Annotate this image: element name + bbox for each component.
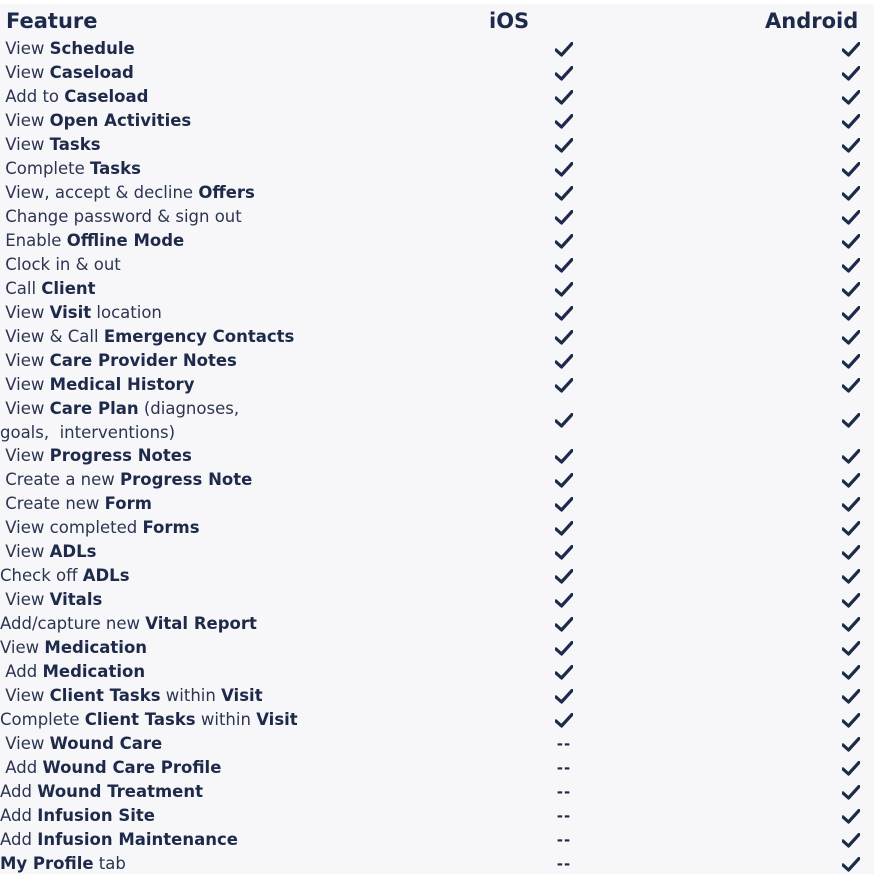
feature-label [0, 373, 470, 397]
check-icon [842, 210, 860, 225]
table-row [0, 852, 874, 876]
table-row [0, 229, 874, 253]
table-row [0, 181, 874, 205]
ios-support-cell [544, 804, 584, 828]
not-supported-dash: -- [556, 735, 572, 753]
check-icon [842, 641, 860, 656]
check-icon [842, 449, 860, 464]
check-icon [555, 497, 573, 512]
check-icon [555, 713, 573, 728]
feature-text: View [0, 39, 50, 58]
check-icon [555, 378, 573, 393]
feature-text: Enable [0, 231, 67, 250]
feature-text: View [0, 111, 50, 130]
table-row [0, 468, 874, 492]
feature-keyword: Vitals [49, 590, 103, 609]
feature-text: Add [0, 806, 38, 825]
feature-keyword: Visit [221, 686, 263, 705]
android-support-cell [831, 516, 871, 540]
check-icon [842, 42, 860, 57]
check-icon [555, 665, 573, 680]
ios-support-cell [544, 109, 584, 133]
check-icon [555, 210, 573, 225]
feature-keyword: Client Tasks [84, 710, 196, 729]
android-support-cell [831, 277, 871, 301]
check-icon [555, 641, 573, 656]
check-icon [555, 569, 573, 584]
check-icon [842, 665, 860, 680]
feature-text: View [0, 303, 50, 322]
feature-label [0, 588, 470, 612]
android-support-cell [831, 468, 871, 492]
feature-text: Create new [0, 494, 105, 513]
check-icon [842, 306, 860, 321]
feature-text: View [0, 686, 50, 705]
feature-label [0, 109, 470, 133]
android-support-cell [831, 85, 871, 109]
ios-support-cell [544, 349, 584, 373]
table-row [0, 373, 874, 397]
android-support-cell [831, 660, 871, 684]
feature-label [0, 564, 470, 588]
android-support-cell [831, 708, 871, 732]
check-icon [842, 66, 860, 81]
header-ios: iOS [489, 9, 530, 33]
ios-support-cell [544, 708, 584, 732]
feature-text: location [91, 303, 162, 322]
check-icon [842, 234, 860, 249]
table-row [0, 157, 874, 181]
feature-label [0, 253, 470, 277]
check-icon [842, 761, 860, 776]
ios-support-cell [544, 780, 584, 804]
check-icon [555, 413, 573, 428]
feature-text: Add [0, 662, 43, 681]
ios-support-cell [544, 684, 584, 708]
table-row [0, 660, 874, 684]
android-support-cell [831, 301, 871, 325]
check-icon [842, 593, 860, 608]
feature-label [0, 157, 470, 181]
ios-support-cell [544, 756, 584, 780]
feature-keyword: Client [41, 279, 96, 298]
table-row [0, 684, 874, 708]
ios-support-cell [544, 564, 584, 588]
ios-support-cell [544, 181, 584, 205]
check-icon [555, 330, 573, 345]
check-icon [555, 689, 573, 704]
feature-keyword: Offers [198, 183, 255, 202]
feature-keyword: Progress Note [120, 470, 253, 489]
table-row [0, 804, 874, 828]
ios-support-cell [544, 492, 584, 516]
table-header [0, 4, 874, 40]
ios-support-cell [544, 229, 584, 253]
table-row [0, 277, 874, 301]
check-icon [842, 258, 860, 273]
ios-support-cell [544, 852, 584, 876]
check-icon [842, 617, 860, 632]
table-row [0, 349, 874, 373]
feature-label [0, 636, 470, 660]
feature-keyword: Progress Notes [49, 446, 192, 465]
table-body [0, 37, 874, 876]
feature-text: Add [0, 830, 38, 849]
check-icon [555, 66, 573, 81]
feature-label [0, 780, 470, 804]
feature-text: View [0, 135, 50, 154]
feature-keyword: Open Activities [49, 111, 192, 130]
feature-label [0, 852, 470, 876]
ios-support-cell [544, 253, 584, 277]
table-row [0, 828, 874, 852]
feature-label [0, 516, 470, 540]
table-row [0, 85, 874, 109]
table-row [0, 708, 874, 732]
feature-keyword: Offline Mode [66, 231, 185, 250]
check-icon [555, 234, 573, 249]
check-icon [555, 545, 573, 560]
table-row [0, 301, 874, 325]
feature-text: View [0, 590, 50, 609]
table-row [0, 444, 874, 468]
android-support-cell [831, 540, 871, 564]
android-support-cell [831, 780, 871, 804]
android-support-cell [831, 564, 871, 588]
check-icon [555, 138, 573, 153]
feature-keyword: Medication [44, 638, 148, 657]
feature-keyword: Form [104, 494, 152, 513]
feature-text: Add [0, 782, 38, 801]
feature-keyword: My Profile [0, 854, 94, 873]
check-icon [842, 162, 860, 177]
check-icon [555, 617, 573, 632]
ios-support-cell [544, 61, 584, 85]
android-support-cell [831, 612, 871, 636]
android-support-cell [831, 61, 871, 85]
check-icon [842, 378, 860, 393]
check-icon [555, 521, 573, 536]
not-supported-dash: -- [556, 783, 572, 801]
not-supported-dash: -- [556, 807, 572, 825]
feature-label [0, 492, 470, 516]
feature-keyword: Care Plan [49, 399, 139, 418]
feature-label [0, 181, 470, 205]
check-icon [842, 569, 860, 584]
android-support-cell [831, 804, 871, 828]
table-row [0, 564, 874, 588]
feature-text: within [160, 686, 222, 705]
table-row [0, 109, 874, 133]
ios-support-cell [544, 612, 584, 636]
check-icon [842, 689, 860, 704]
android-support-cell [831, 229, 871, 253]
feature-label [0, 85, 470, 109]
feature-text: Create a new [0, 470, 121, 489]
feature-text: View [0, 734, 50, 753]
table-row [0, 253, 874, 277]
check-icon [555, 186, 573, 201]
check-icon [555, 42, 573, 57]
check-icon [555, 114, 573, 129]
feature-label [0, 756, 470, 780]
feature-label [0, 349, 470, 373]
feature-text: View [0, 351, 50, 370]
feature-label [0, 301, 470, 325]
table-row [0, 780, 874, 804]
table-row [0, 37, 874, 61]
feature-text: View [0, 63, 50, 82]
check-icon [842, 114, 860, 129]
feature-label [0, 804, 470, 828]
check-icon [842, 473, 860, 488]
feature-text: View [0, 638, 45, 657]
android-support-cell [831, 205, 871, 229]
feature-text: Complete [0, 159, 91, 178]
feature-label [0, 708, 470, 732]
check-icon [842, 833, 860, 848]
android-support-cell [831, 373, 871, 397]
ios-support-cell [544, 516, 584, 540]
android-support-cell [831, 588, 871, 612]
check-icon [842, 354, 860, 369]
feature-label [0, 205, 470, 229]
android-support-cell [831, 325, 871, 349]
feature-keyword: Forms [142, 518, 200, 537]
feature-keyword: Caseload [64, 87, 149, 106]
table-row [0, 516, 874, 540]
table-row [0, 325, 874, 349]
ios-support-cell [544, 157, 584, 181]
check-icon [842, 785, 860, 800]
ios-support-cell [544, 588, 584, 612]
android-support-cell [831, 492, 871, 516]
feature-label [0, 660, 470, 684]
feature-text: View [0, 446, 50, 465]
table-row [0, 636, 874, 660]
feature-label [0, 828, 470, 852]
not-supported-dash: -- [556, 831, 572, 849]
check-icon [842, 138, 860, 153]
feature-text: Change password & sign out [0, 207, 242, 226]
feature-label [0, 540, 470, 564]
feature-text: Clock in & out [0, 255, 121, 274]
feature-keyword: Caseload [49, 63, 134, 82]
feature-keyword: Tasks [90, 159, 141, 178]
header-feature: Feature [6, 9, 98, 33]
android-support-cell [831, 732, 871, 756]
feature-text: View [0, 375, 50, 394]
feature-label [0, 277, 470, 301]
feature-label [0, 468, 470, 492]
feature-label [0, 444, 470, 468]
ios-support-cell [544, 133, 584, 157]
table-row [0, 492, 874, 516]
feature-keyword: Client Tasks [49, 686, 161, 705]
android-support-cell [831, 828, 871, 852]
ios-support-cell [544, 325, 584, 349]
feature-text: tab [93, 854, 126, 873]
ios-support-cell [544, 468, 584, 492]
ios-support-cell [544, 85, 584, 109]
feature-keyword: Tasks [49, 135, 101, 154]
feature-text: Check off [0, 566, 83, 585]
ios-support-cell [544, 205, 584, 229]
feature-text: within [195, 710, 257, 729]
check-icon [555, 593, 573, 608]
android-support-cell [831, 852, 871, 876]
feature-keyword: Care Provider Notes [49, 351, 237, 370]
check-icon [555, 90, 573, 105]
feature-keyword: Medical History [49, 375, 195, 394]
check-icon [555, 162, 573, 177]
check-icon [842, 413, 860, 428]
check-icon [842, 330, 860, 345]
check-icon [842, 90, 860, 105]
android-support-cell [831, 756, 871, 780]
feature-text: Call [0, 279, 42, 298]
android-support-cell [831, 181, 871, 205]
check-icon [555, 258, 573, 273]
feature-text: Add/capture new [0, 614, 146, 633]
feature-label [0, 684, 470, 708]
not-supported-dash: -- [556, 855, 572, 873]
feature-keyword: Vital Report [145, 614, 257, 633]
ios-support-cell [544, 660, 584, 684]
ios-support-cell [544, 540, 584, 564]
android-support-cell [831, 253, 871, 277]
feature-text: View completed [0, 518, 143, 537]
feature-label [0, 612, 470, 636]
android-support-cell [831, 636, 871, 660]
feature-keyword: Infusion Site [37, 806, 155, 825]
check-icon [555, 306, 573, 321]
check-icon [555, 473, 573, 488]
feature-keyword: Wound Care [49, 734, 163, 753]
ios-support-cell [544, 444, 584, 468]
feature-label [0, 397, 470, 444]
check-icon [842, 521, 860, 536]
feature-keyword: Wound Treatment [37, 782, 204, 801]
feature-label [0, 732, 470, 756]
check-icon [555, 449, 573, 464]
feature-keyword: Emergency Contacts [103, 327, 295, 346]
table-row [0, 61, 874, 85]
ios-support-cell [544, 373, 584, 397]
ios-support-cell [544, 732, 584, 756]
feature-keyword: Wound Care Profile [42, 758, 222, 777]
ios-support-cell [544, 397, 584, 444]
check-icon [842, 497, 860, 512]
android-support-cell [831, 37, 871, 61]
android-support-cell [831, 684, 871, 708]
check-icon [555, 282, 573, 297]
feature-text: View & Call [0, 327, 104, 346]
ios-support-cell [544, 37, 584, 61]
not-supported-dash: -- [556, 759, 572, 777]
check-icon [842, 186, 860, 201]
feature-text: View [0, 399, 50, 418]
feature-label [0, 325, 470, 349]
table-row [0, 732, 874, 756]
header-android: Android [765, 9, 859, 33]
android-support-cell [831, 109, 871, 133]
feature-text: (diagnoses, goals, interventions) [0, 399, 240, 442]
feature-text: View, accept & decline [0, 183, 199, 202]
feature-text: View [0, 542, 50, 561]
check-icon [842, 737, 860, 752]
table-row [0, 588, 874, 612]
feature-keyword: ADLs [82, 566, 130, 585]
check-icon [842, 857, 860, 872]
feature-label [0, 61, 470, 85]
ios-support-cell [544, 277, 584, 301]
table-row [0, 133, 874, 157]
feature-text: Add [0, 758, 43, 777]
feature-label [0, 37, 470, 61]
check-icon [555, 354, 573, 369]
feature-keyword: Schedule [49, 39, 135, 58]
android-support-cell [831, 444, 871, 468]
ios-support-cell [544, 636, 584, 660]
feature-keyword: ADLs [49, 542, 97, 561]
ios-support-cell [544, 828, 584, 852]
check-icon [842, 545, 860, 560]
ios-support-cell [544, 301, 584, 325]
feature-keyword: Visit [256, 710, 298, 729]
feature-text: Add to [0, 87, 65, 106]
feature-keyword: Infusion Maintenance [37, 830, 238, 849]
table-row [0, 540, 874, 564]
android-support-cell [831, 157, 871, 181]
feature-keyword: Visit [49, 303, 92, 322]
check-icon [842, 713, 860, 728]
check-icon [842, 282, 860, 297]
android-support-cell [831, 349, 871, 373]
table-row [0, 397, 874, 444]
feature-text: Complete [0, 710, 85, 729]
android-support-cell [831, 397, 871, 444]
table-row [0, 205, 874, 229]
android-support-cell [831, 133, 871, 157]
feature-keyword: Medication [42, 662, 146, 681]
table-row [0, 612, 874, 636]
feature-label [0, 133, 470, 157]
table-row [0, 756, 874, 780]
check-icon [842, 809, 860, 824]
feature-label [0, 229, 470, 253]
